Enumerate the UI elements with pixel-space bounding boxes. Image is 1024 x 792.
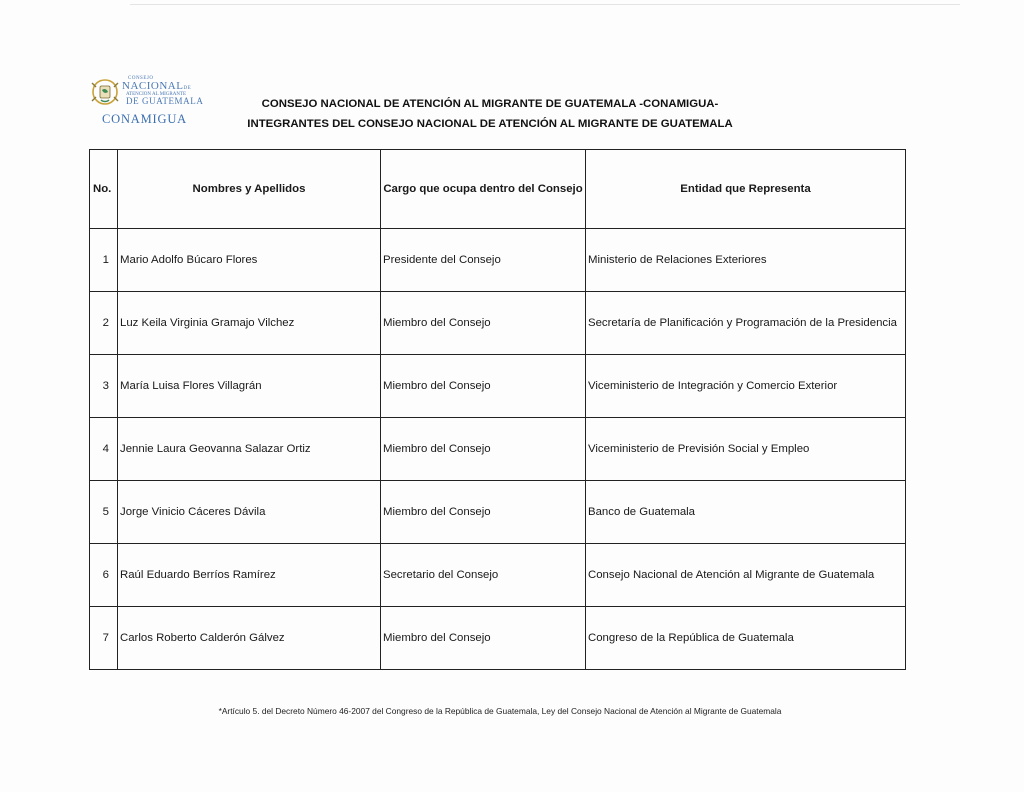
- cell-role: Miembro del Consejo: [381, 481, 586, 544]
- conamigua-logo: [86, 76, 236, 126]
- column-header-role: Cargo que ocupa dentro del Consejo: [381, 150, 586, 229]
- cell-entity: Viceministerio de Previsión Social y Empleo: [586, 418, 906, 481]
- table-row: [90, 229, 906, 292]
- table-row: [90, 544, 906, 607]
- logo-text-nacional: NACIONALDE: [122, 80, 192, 92]
- cell-entity: Viceministerio de Integración y Comercio Exterior: [586, 355, 906, 418]
- logo-text-atencion: ATENCION AL MIGRANTE: [126, 92, 187, 97]
- cell-no: 7: [90, 607, 118, 670]
- table-row: [90, 418, 906, 481]
- cell-role: Presidente del Consejo: [381, 229, 586, 292]
- logo-text-consejo: CONSEJO: [128, 76, 154, 81]
- cell-entity: Banco de Guatemala: [586, 481, 906, 544]
- cell-name: Carlos Roberto Calderón Gálvez: [118, 607, 381, 670]
- column-header-no: No.: [90, 150, 118, 229]
- cell-entity: Secretaría de Planificación y Programación de la Presidencia: [586, 292, 906, 355]
- cell-no: 6: [90, 544, 118, 607]
- column-header-name: Nombres y Apellidos: [118, 150, 381, 229]
- cell-name: Jorge Vinicio Cáceres Dávila: [118, 481, 381, 544]
- cell-entity: Ministerio de Relaciones Exteriores: [586, 229, 906, 292]
- cell-name: Jennie Laura Geovanna Salazar Ortiz: [118, 418, 381, 481]
- guatemala-coat-of-arms-icon: [90, 78, 120, 106]
- members-table: [89, 149, 906, 670]
- footnote: *Artículo 5. del Decreto Número 46-2007 del Congreso de la República de Guatemala, Ley del Consejo Nacional de Atención al Migrante de Guatemala: [218, 706, 782, 716]
- cell-no: 1: [90, 229, 118, 292]
- cell-name: Raúl Eduardo Berríos Ramírez: [118, 544, 381, 607]
- cell-no: 4: [90, 418, 118, 481]
- logo-name-conamigua: CONAMIGUA: [102, 112, 187, 126]
- cell-name: María Luisa Flores Villagrán: [118, 355, 381, 418]
- cell-entity: Consejo Nacional de Atención al Migrante de Guatemala: [586, 544, 906, 607]
- document-subtitle: INTEGRANTES DEL CONSEJO NACIONAL DE ATENCIÓN AL MIGRANTE DE GUATEMALA: [247, 118, 733, 130]
- cell-role: Miembro del Consejo: [381, 355, 586, 418]
- column-header-entity: Entidad que Representa: [586, 150, 906, 229]
- table-row: [90, 292, 906, 355]
- cell-entity: Congreso de la República de Guatemala: [586, 607, 906, 670]
- table-row: [90, 607, 906, 670]
- table-row: [90, 355, 906, 418]
- cell-role: Secretario del Consejo: [381, 544, 586, 607]
- scan-artifact-line: [130, 4, 960, 5]
- table-header-row: [90, 150, 906, 229]
- cell-no: 2: [90, 292, 118, 355]
- logo-text-guatemala: DE GUATEMALA: [126, 96, 204, 106]
- cell-role: Miembro del Consejo: [381, 292, 586, 355]
- cell-no: 5: [90, 481, 118, 544]
- cell-role: Miembro del Consejo: [381, 418, 586, 481]
- cell-no: 3: [90, 355, 118, 418]
- logo-wordmark: [122, 76, 232, 106]
- table-row: [90, 481, 906, 544]
- cell-name: Mario Adolfo Búcaro Flores: [118, 229, 381, 292]
- cell-role: Miembro del Consejo: [381, 607, 586, 670]
- cell-name: Luz Keila Virginia Gramajo Vilchez: [118, 292, 381, 355]
- document-title: CONSEJO NACIONAL DE ATENCIÓN AL MIGRANTE DE GUATEMALA -CONAMIGUA-: [261, 98, 719, 110]
